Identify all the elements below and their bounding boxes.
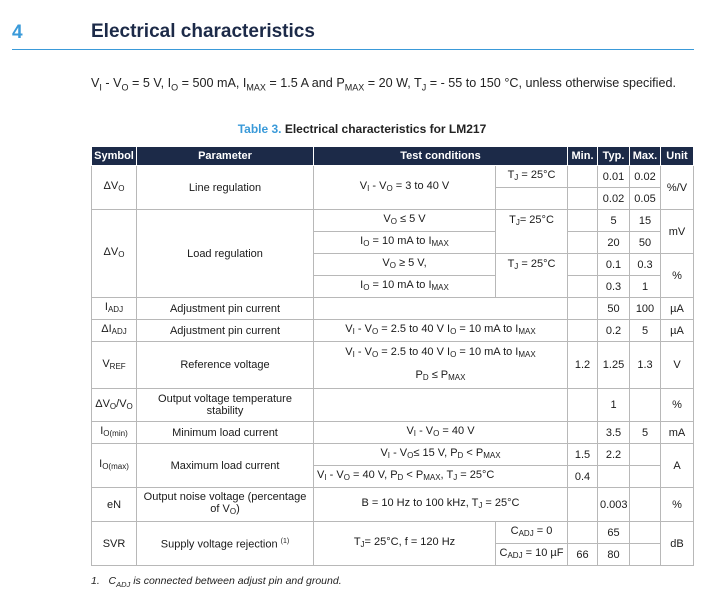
section-number: 4 — [12, 22, 23, 43]
cell-unit: A — [661, 444, 694, 488]
cell-min — [568, 254, 598, 276]
cell-min — [568, 389, 598, 422]
section-rule — [12, 49, 694, 50]
cell-typ: 20 — [598, 232, 630, 254]
cell-symbol: $\Delta V_O/V_O$ — [92, 389, 137, 422]
cell-typ: 0.1 — [598, 254, 630, 276]
cell-symbol: $I_{O(max)}$ — [92, 444, 137, 488]
header-min: Min. — [568, 147, 598, 166]
section-title: Electrical characteristics — [91, 21, 315, 42]
cell-min — [568, 188, 598, 210]
cell-max — [630, 389, 661, 422]
cell-max: 15 — [630, 210, 661, 232]
header-typ: Typ. — [598, 147, 630, 166]
cell-test: $I_O = 10$ mA to $I_{MAX}$ — [314, 232, 496, 254]
cell-typ: 2.2 — [598, 444, 630, 466]
cell-test: $I_O = 10$ mA to $I_{MAX}$ — [314, 276, 496, 298]
header-max: Max. — [630, 147, 661, 166]
cell-typ: 3.5 — [598, 422, 630, 444]
cell-typ: 65 — [598, 522, 630, 544]
cell-typ: 0.02 — [598, 188, 630, 210]
cell-min — [568, 522, 598, 544]
table-row — [92, 166, 694, 188]
cell-parameter: Load regulation — [137, 210, 314, 298]
cell-parameter: Supply voltage rejection $^{(1)}$ — [137, 522, 314, 566]
cell-condition: $C_{ADJ} = 0$ — [496, 522, 568, 544]
cell-min: 0.4 — [568, 466, 598, 488]
cell-min — [568, 298, 598, 320]
cell-max: 0.05 — [630, 188, 661, 210]
cell-unit: % — [661, 488, 694, 522]
cell-unit: mV — [661, 210, 694, 254]
cell-unit: µA — [661, 320, 694, 342]
cell-max — [630, 488, 661, 522]
cell-min — [568, 210, 598, 232]
cell-min: 1.2 — [568, 342, 598, 389]
cell-symbol: $V_{REF}$ — [92, 342, 137, 389]
table-row — [92, 298, 694, 320]
cell-min — [568, 488, 598, 522]
header-row — [92, 147, 694, 166]
cell-min — [568, 422, 598, 444]
cell-typ: 1 — [598, 389, 630, 422]
cell-condition: $C_{ADJ} = 10$ µF — [496, 544, 568, 566]
cell-max: 1 — [630, 276, 661, 298]
cell-min — [568, 320, 598, 342]
cell-min: 66 — [568, 544, 598, 566]
header-test-conditions: Test conditions — [314, 147, 568, 166]
cell-typ: 50 — [598, 298, 630, 320]
cell-test: $V_I - V_O = 2.5$ to 40 V $I_O = 10$ mA to $I_{MAX}$ — [314, 320, 568, 342]
cell-max — [630, 522, 661, 544]
cell-typ: 0.003 — [598, 488, 630, 522]
cell-test: $V_O \le 5$ V — [314, 210, 496, 232]
cell-typ: 5 — [598, 210, 630, 232]
cell-max: 100 — [630, 298, 661, 320]
cell-unit: V — [661, 342, 694, 389]
cell-max: 1.3 — [630, 342, 661, 389]
table-footnote: 1. $C_{ADJ}$ is connected between adjust pin and ground. — [91, 575, 342, 590]
cell-max — [630, 444, 661, 466]
header-unit: Unit — [661, 147, 694, 166]
cell-test: $T_J= 25^\circ C$, f = 120 Hz — [314, 522, 496, 566]
cell-parameter: Reference voltage — [137, 342, 314, 389]
cell-symbol: $\Delta V_O$ — [92, 210, 137, 298]
table-row — [92, 522, 694, 544]
cell-parameter: Output noise voltage (percentage of $V_O$) — [137, 488, 314, 522]
header-symbol: Symbol — [92, 147, 137, 166]
cell-symbol: $I_{ADJ}$ — [92, 298, 137, 320]
cell-condition: $T_J = 25^\circ C$ — [496, 166, 568, 188]
cell-unit: mA — [661, 422, 694, 444]
cell-test: $V_I - V_O = 40$ V — [314, 422, 568, 444]
table-row — [92, 210, 694, 232]
cell-typ — [598, 466, 630, 488]
cell-max — [630, 544, 661, 566]
cell-unit: % — [661, 389, 694, 422]
cell-typ: 0.3 — [598, 276, 630, 298]
cell-min — [568, 232, 598, 254]
cell-condition: $T_J = 25^\circ C$ — [496, 254, 568, 298]
header-parameter: Parameter — [137, 147, 314, 166]
cell-min — [568, 276, 598, 298]
cell-symbol: $\Delta V_O$ — [92, 166, 137, 210]
cell-typ: 80 — [598, 544, 630, 566]
table-caption: Table 3. Electrical characteristics for LM217 — [237, 122, 487, 136]
electrical-characteristics-table — [91, 146, 694, 566]
cell-test: $V_I - V_O = 2.5$ to 40 V $I_O = 10$ mA to $I_{MAX}$ $P_D \le P_{MAX}$ — [314, 342, 568, 389]
cell-unit: %/V — [661, 166, 694, 210]
table-row — [92, 488, 694, 522]
cell-max — [630, 466, 661, 488]
cell-typ: 1.25 — [598, 342, 630, 389]
cell-max: 5 — [630, 320, 661, 342]
cell-max: 0.02 — [630, 166, 661, 188]
cell-max: 50 — [630, 232, 661, 254]
cell-condition — [496, 188, 568, 210]
table-row — [92, 389, 694, 422]
cell-symbol: eN — [92, 488, 137, 522]
cell-max: 0.3 — [630, 254, 661, 276]
cell-max: 5 — [630, 422, 661, 444]
cell-parameter: Minimum load current — [137, 422, 314, 444]
cell-test: $V_O \ge 5$ V, — [314, 254, 496, 276]
cell-min — [568, 166, 598, 188]
cell-parameter: Adjustment pin current — [137, 320, 314, 342]
cell-unit: % — [661, 254, 694, 298]
cell-parameter: Output voltage temperature stability — [137, 389, 314, 422]
table-row — [92, 342, 694, 389]
cell-condition: $T_J= 25^\circ C$ — [496, 210, 568, 254]
cell-unit: dB — [661, 522, 694, 566]
cell-test — [314, 298, 568, 320]
cell-test: B = 10 Hz to 100 kHz, $T_J = 25^\circ C$ — [314, 488, 568, 522]
cell-symbol: SVR — [92, 522, 137, 566]
cell-parameter: Maximum load current — [137, 444, 314, 488]
cell-test: $V_I - V_O = 3$ to 40 V — [314, 166, 496, 210]
cell-symbol: $I_{O(min)}$ — [92, 422, 137, 444]
cell-typ: 0.2 — [598, 320, 630, 342]
table-row — [92, 422, 694, 444]
cell-test: $V_I - V_O = 40$ V, $P_D < P_{MAX}$, $T_J = 25^\circ C$ — [314, 466, 568, 488]
cell-unit: µA — [661, 298, 694, 320]
cell-min: 1.5 — [568, 444, 598, 466]
cell-symbol: $\Delta I_{ADJ}$ — [92, 320, 137, 342]
cell-test: $V_I - V_O\le 15$ V, $P_D < P_{MAX}$ — [314, 444, 568, 466]
table-row — [92, 320, 694, 342]
cell-parameter: Adjustment pin current — [137, 298, 314, 320]
intro-conditions: $V_I - V_O = 5$ V, $I_O = 500$ mA, $I_{MAX} = 1.5$ A and $P_{MAX} = 20$ W, $T_J$ = - 55 to 150 °C, unless otherwise specified. — [91, 76, 676, 93]
cell-typ: 0.01 — [598, 166, 630, 188]
table-row — [92, 444, 694, 466]
cell-test — [314, 389, 568, 422]
cell-parameter: Line regulation — [137, 166, 314, 210]
